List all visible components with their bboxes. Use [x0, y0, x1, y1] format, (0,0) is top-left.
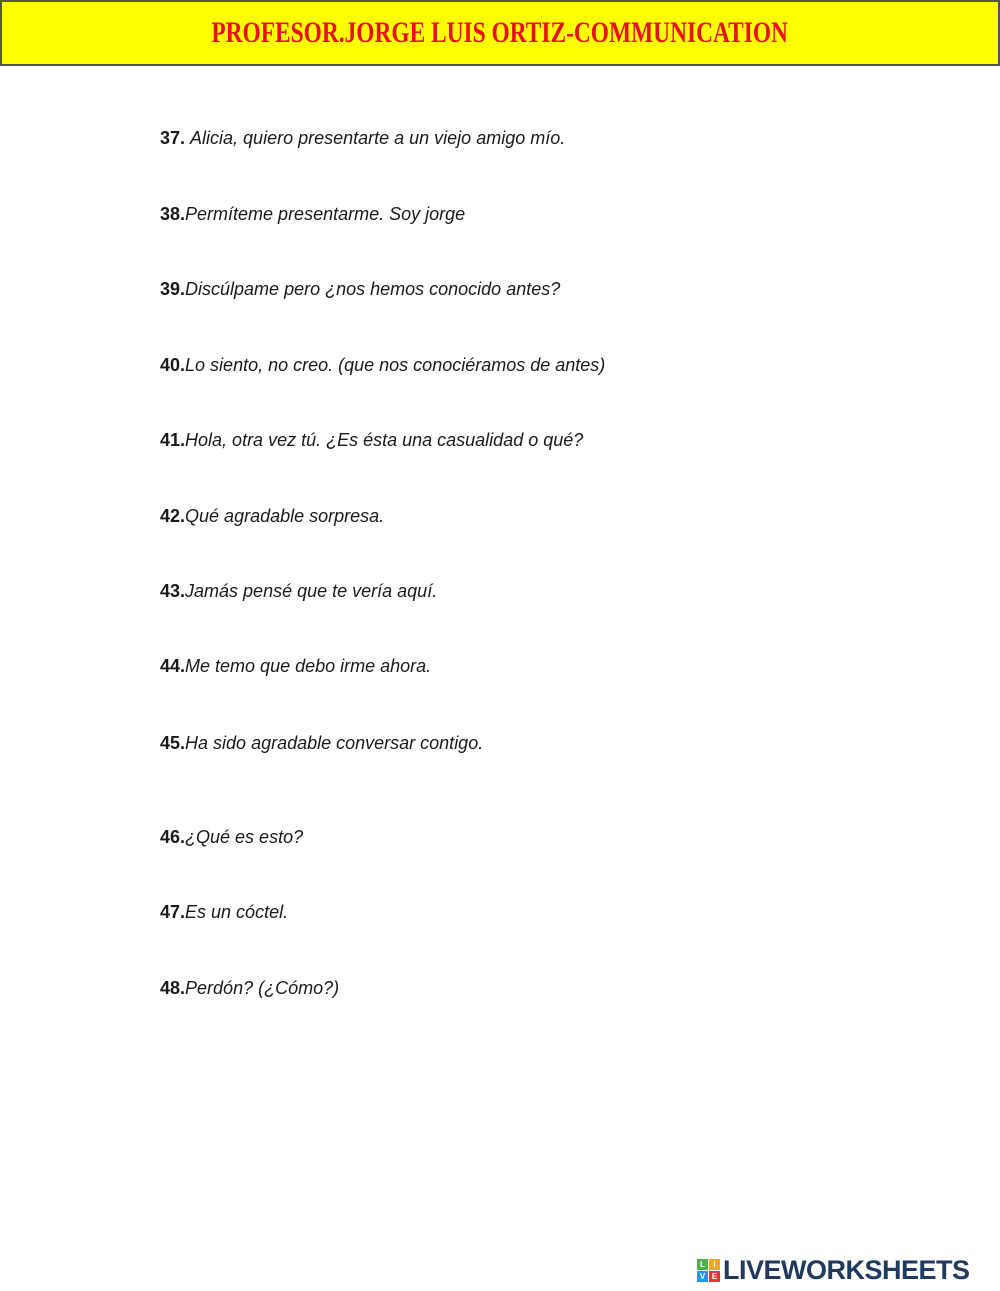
sentence-text: Qué agradable sorpresa. — [185, 506, 385, 526]
logo-text: LIVEWORKSHEETS — [723, 1254, 970, 1285]
sentence-number: 43. — [160, 581, 186, 601]
page-title: PROFESOR.JORGE LUIS ORTIZ-COMMUNICATION — [211, 16, 789, 49]
sentence-number: 48. — [160, 978, 186, 998]
logo-mark-letter: L — [697, 1259, 708, 1270]
liveworksheets-logo — [697, 1256, 970, 1284]
sentence-text: Me temo que debo irme ahora. — [185, 656, 432, 676]
sentence-number: 41. — [160, 430, 186, 450]
sentence-number: 37. — [160, 128, 191, 148]
sentence-46 — [160, 827, 303, 848]
sentence-45 — [160, 733, 483, 754]
sentence-41 — [160, 430, 583, 451]
sentence-text: Lo siento, no creo. (que nos conociéramos de antes) — [185, 355, 606, 375]
sentence-48 — [160, 978, 339, 999]
sentence-number: 44. — [160, 656, 186, 676]
logo-mark-letter: E — [709, 1271, 720, 1282]
sentence-text: Alicia, quiero presentarte a un viejo amigo mío. — [190, 128, 566, 148]
sentence-38 — [160, 204, 465, 225]
sentence-number: 38. — [160, 204, 186, 224]
liveworksheets-logo-icon — [697, 1259, 720, 1282]
sentence-number: 39. — [160, 279, 186, 299]
logo-mark-letter: I — [709, 1259, 720, 1270]
sentence-number: 42. — [160, 506, 186, 526]
sentence-37 — [160, 128, 565, 149]
logo-mark-letter: V — [697, 1271, 708, 1282]
sentence-text: Hola, otra vez tú. ¿Es ésta una casualidad o qué? — [185, 430, 584, 450]
sentence-text: Discúlpame pero ¿nos hemos conocido antes? — [185, 279, 561, 299]
sentence-44 — [160, 656, 431, 677]
sentence-43 — [160, 581, 437, 602]
sentence-text: Perdón? (¿Cómo?) — [185, 978, 340, 998]
sentence-42 — [160, 506, 384, 527]
sentence-47 — [160, 902, 288, 923]
sentence-40 — [160, 355, 605, 376]
sentence-number: 46. — [160, 827, 186, 847]
sentence-39 — [160, 279, 560, 300]
sentence-number: 45. — [160, 733, 186, 753]
header-banner — [0, 0, 1000, 66]
sentence-text: Es un cóctel. — [185, 902, 289, 922]
sentence-text: ¿Qué es esto? — [185, 827, 304, 847]
sentence-number: 40. — [160, 355, 186, 375]
sentence-number: 47. — [160, 902, 186, 922]
sentence-text: Jamás pensé que te vería aquí. — [185, 581, 438, 601]
sentence-text: Ha sido agradable conversar contigo. — [185, 733, 484, 753]
sentence-text: Permíteme presentarme. Soy jorge — [185, 204, 466, 224]
